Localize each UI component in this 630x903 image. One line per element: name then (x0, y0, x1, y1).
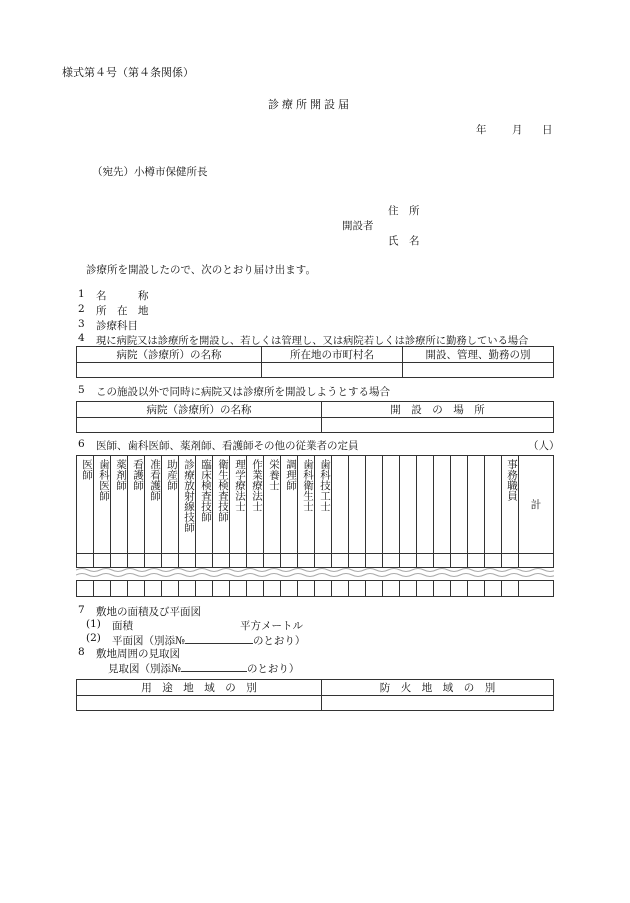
staff-column-header-blank (485, 456, 502, 554)
staff-count-cell[interactable] (383, 581, 400, 597)
item-6-unit: （人） (528, 440, 560, 452)
staff-count-cell[interactable] (519, 581, 554, 597)
staff-count-cell[interactable] (468, 581, 485, 597)
staff-column-header-blank (400, 456, 417, 554)
item-7-label: 敷地の面積及び平面図 (96, 606, 201, 618)
item-2-label: 所 在 地 (96, 305, 149, 317)
item-8-sub-end: のとおり） (246, 663, 300, 675)
attachment-no-field[interactable] (185, 632, 253, 644)
staff-column-header: 歯科技工士 (315, 456, 332, 554)
staff-column-header: 栄養士 (264, 456, 281, 554)
staff-column-header: 助産師 (162, 456, 179, 554)
statement: 診療所を開設したので、次のとおり届け出ます。 (86, 264, 316, 276)
staff-count-cell[interactable] (502, 581, 519, 597)
item-7-sub2-end: のとおり） (252, 635, 306, 647)
item-3-label: 診療科目 (96, 320, 138, 332)
staff-column-header: 歯科衛生士 (298, 456, 315, 554)
staff-count-cell[interactable] (94, 581, 111, 597)
item-8-no: 8 (78, 646, 85, 658)
staff-column-header-blank (332, 456, 349, 554)
staff-column-header: 臨床検査技師 (196, 456, 213, 554)
item-6-no: 6 (78, 438, 85, 450)
staff-column-header: 医師 (77, 456, 94, 554)
item-7-sub1-unit: 平方メートル (240, 620, 303, 632)
staff-column-header-blank (451, 456, 468, 554)
table-other-facility (76, 401, 554, 433)
staff-column-header-blank (366, 456, 383, 554)
staff-count-cell[interactable] (128, 581, 145, 597)
staff-count-cell[interactable] (298, 581, 315, 597)
table5-cell[interactable] (322, 418, 554, 433)
staff-column-header-blank (468, 456, 485, 554)
item-4-label: 現に病院又は診療所を開設し、若しくは管理し、又は病院若しくは診療所に勤務している場合 (96, 335, 529, 347)
item-1-no: 1 (78, 288, 85, 300)
staff-count-cell[interactable] (332, 581, 349, 597)
table8-cell[interactable] (77, 696, 322, 711)
form-number: 様式第４号（第４条関係） (62, 66, 194, 79)
staff-count-cell[interactable] (349, 581, 366, 597)
item-6-label: 医師、歯科医師、薬剤師、看護師その他の従業者の定員 (96, 440, 359, 452)
staff-column-header: 作業療法士 (247, 456, 264, 554)
applicant-address-label: 住 所 (388, 205, 420, 217)
staff-column-header-blank (417, 456, 434, 554)
item-7-sub1-no: (1) (86, 618, 101, 630)
staff-count-cell[interactable] (485, 581, 502, 597)
table4-cell[interactable] (77, 363, 262, 378)
staff-column-header: 衛生検査技師 (213, 456, 230, 554)
date-year: 年 (476, 124, 487, 136)
table5-header-place: 開 設 の 場 所 (322, 402, 554, 418)
table4-header-name: 病院（診療所）の名称 (77, 347, 262, 363)
staff-column-header: 調理師 (281, 456, 298, 554)
table-staff-continued (76, 580, 554, 597)
staff-column-header: 計 (519, 456, 554, 554)
table8-header-fire: 防 火 地 域 の 別 (322, 680, 554, 696)
staff-column-header: 薬剤師 (111, 456, 128, 554)
staff-column-header-blank (434, 456, 451, 554)
page-title: 診療所開設届 (268, 98, 352, 111)
item-8-sub-label: 見取図（別添№ (108, 663, 181, 675)
staff-column-header-blank (383, 456, 400, 554)
attachment-no-field[interactable] (181, 660, 247, 672)
staff-count-cell[interactable] (162, 581, 179, 597)
table-current-facility (76, 346, 554, 378)
table4-cell[interactable] (403, 363, 554, 378)
staff-count-cell[interactable] (77, 581, 94, 597)
staff-column-header: 事務職員 (502, 456, 519, 554)
staff-count-cell[interactable] (111, 581, 128, 597)
staff-count-cell[interactable] (366, 581, 383, 597)
staff-count-cell[interactable] (213, 581, 230, 597)
item-3-no: 3 (78, 318, 85, 330)
staff-count-cell[interactable] (417, 581, 434, 597)
item-7-no: 7 (78, 604, 85, 616)
item-5-label: この施設以外で同時に病院又は診療所を開設しようとする場合 (96, 386, 390, 398)
table4-header-type: 開設、管理、勤務の別 (403, 347, 554, 363)
staff-count-cell[interactable] (196, 581, 213, 597)
staff-count-cell[interactable] (230, 581, 247, 597)
date-month: 月 (512, 124, 523, 136)
staff-column-header: 歯科医師 (94, 456, 111, 554)
table-zoning (76, 679, 554, 711)
table-staff (76, 455, 554, 568)
staff-count-cell[interactable] (315, 581, 332, 597)
item-2-no: 2 (78, 303, 85, 315)
staff-count-cell[interactable] (179, 581, 196, 597)
staff-column-header: 看護師 (128, 456, 145, 554)
staff-count-cell[interactable] (281, 581, 298, 597)
applicant-label: 開設者 (342, 220, 374, 232)
table8-header-use: 用 途 地 域 の 別 (77, 680, 322, 696)
item-7-sub1-label: 面積 (112, 620, 133, 632)
table5-header-name: 病院（診療所）の名称 (77, 402, 322, 418)
item-1-label: 名 称 (96, 290, 149, 302)
tear-line (76, 566, 554, 580)
item-4-no: 4 (78, 332, 85, 344)
addressee: （宛先）小樽市保健所長 (92, 166, 208, 178)
date-day: 日 (542, 124, 553, 136)
item-7-sub2-label: 平面図（別添№ (112, 635, 185, 647)
staff-column-header: 診療放射線技師 (179, 456, 196, 554)
staff-count-cell[interactable] (434, 581, 451, 597)
staff-count-cell[interactable] (451, 581, 468, 597)
table8-cell[interactable] (322, 696, 554, 711)
staff-count-cell[interactable] (400, 581, 417, 597)
staff-count-cell[interactable] (247, 581, 264, 597)
item-5-no: 5 (78, 384, 85, 396)
item-8-label: 敷地周囲の見取図 (96, 648, 180, 660)
item-7-sub2-no: (2) (86, 632, 101, 644)
staff-column-header-blank (349, 456, 366, 554)
applicant-name-label: 氏 名 (388, 235, 420, 247)
staff-count-cell[interactable] (145, 581, 162, 597)
table4-header-city: 所在地の市町村名 (262, 347, 403, 363)
staff-column-header: 理学療法士 (230, 456, 247, 554)
table5-cell[interactable] (77, 418, 322, 433)
table4-cell[interactable] (262, 363, 403, 378)
item-8-sub (108, 660, 299, 676)
staff-count-cell[interactable] (264, 581, 281, 597)
staff-column-header: 准看護師 (145, 456, 162, 554)
